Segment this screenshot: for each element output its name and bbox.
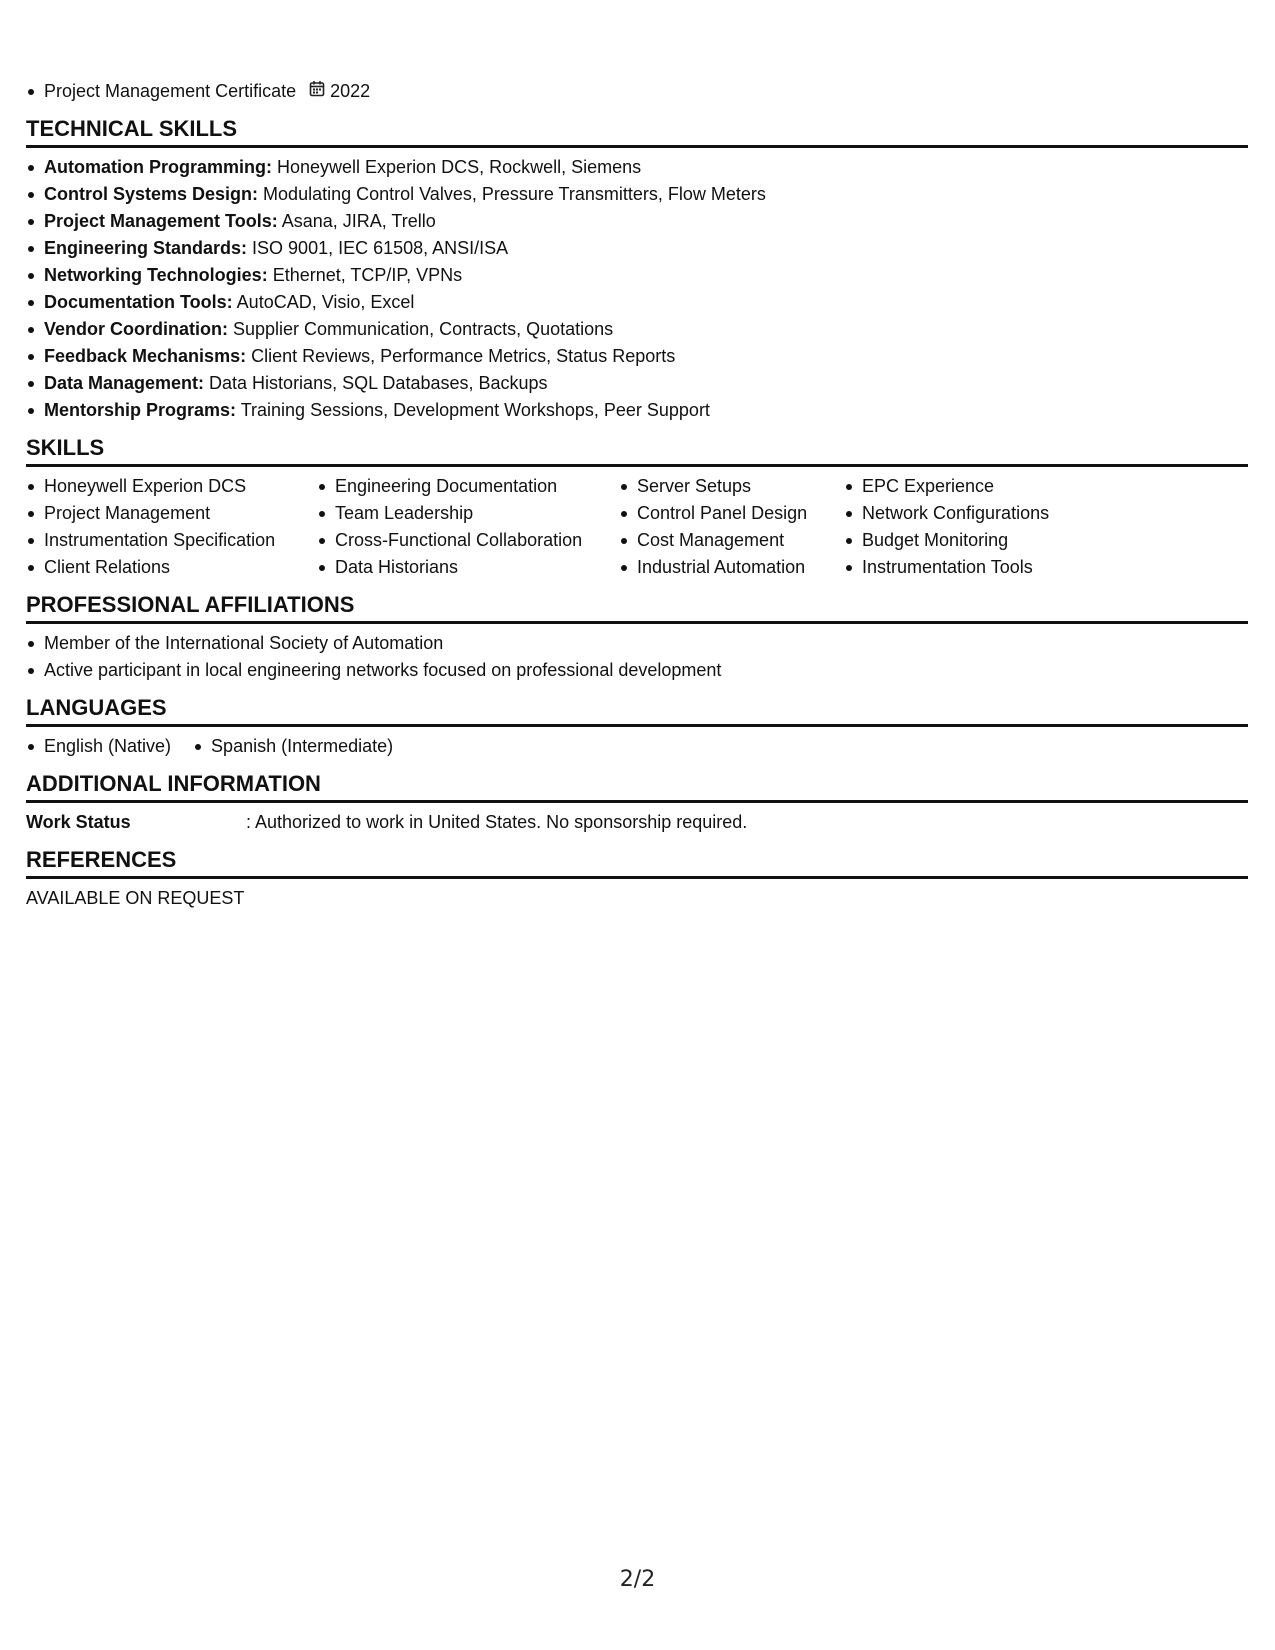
list-item: Network Configurations	[844, 500, 1104, 527]
languages-list	[26, 733, 1248, 760]
list-item: Project Management	[26, 500, 317, 527]
list-item	[26, 397, 1248, 424]
list-item: Budget Monitoring	[844, 527, 1104, 554]
page-number: 2/2	[619, 1567, 656, 1592]
skill-category: Automation Programming:	[44, 157, 272, 177]
technical-skills-list	[26, 154, 1248, 424]
technical-skills-section	[26, 115, 1248, 424]
skills-column	[317, 473, 619, 581]
skill-values: Supplier Communication, Contracts, Quotations	[228, 319, 614, 339]
list-item: English (Native)	[26, 733, 171, 760]
affiliations-section	[26, 591, 1248, 684]
info-value: : Authorized to work in United States. No sponsorship required.	[246, 812, 748, 832]
skills-column	[619, 473, 844, 581]
skill-category: Engineering Standards:	[44, 238, 248, 258]
list-item: Engineering Documentation	[317, 473, 619, 500]
list-item: EPC Experience	[844, 473, 1104, 500]
skill-category: Data Management:	[44, 373, 205, 393]
list-item	[26, 289, 1248, 316]
list-item: Team Leadership	[317, 500, 619, 527]
list-item	[26, 262, 1248, 289]
list-item: Honeywell Experion DCS	[26, 473, 317, 500]
skill-values: AutoCAD, Visio, Excel	[232, 292, 415, 312]
skill-values: Ethernet, TCP/IP, VPNs	[267, 265, 463, 285]
list-item: Industrial Automation	[619, 554, 844, 581]
skill-values: Asana, JIRA, Trello	[277, 211, 436, 231]
languages-section	[26, 694, 1248, 760]
list-item: Control Panel Design	[619, 500, 844, 527]
list-item: Spanish (Intermediate)	[193, 733, 393, 760]
resume-page	[26, 78, 1248, 912]
skill-values: Data Historians, SQL Databases, Backups	[204, 373, 548, 393]
skill-category: Control Systems Design:	[44, 184, 259, 204]
section-title: SKILLS	[26, 434, 1248, 467]
skill-values: Modulating Control Valves, Pressure Transmitters, Flow Meters	[258, 184, 766, 204]
list-item	[26, 316, 1248, 343]
list-item: Member of the International Society of Automation	[26, 630, 1248, 657]
skill-values: Training Sessions, Development Workshops, Peer Support	[236, 400, 710, 420]
skills-grid	[26, 467, 1248, 581]
skills-column	[26, 473, 317, 581]
list-item: Server Setups	[619, 473, 844, 500]
calendar-icon	[309, 78, 325, 105]
section-title: REFERENCES	[26, 846, 1248, 879]
list-item: Instrumentation Tools	[844, 554, 1104, 581]
skill-category: Networking Technologies:	[44, 265, 268, 285]
section-title: PROFESSIONAL AFFILIATIONS	[26, 591, 1248, 624]
info-row	[26, 809, 1248, 836]
skill-category: Mentorship Programs:	[44, 400, 237, 420]
skill-values: ISO 9001, IEC 61508, ANSI/ISA	[247, 238, 509, 258]
list-item	[26, 235, 1248, 262]
references-text: AVAILABLE ON REQUEST	[26, 888, 245, 908]
section-title: TECHNICAL SKILLS	[26, 115, 1248, 148]
list-item	[26, 208, 1248, 235]
list-item	[26, 78, 1248, 105]
list-item: Active participant in local engineering networks focused on professional development	[26, 657, 1248, 684]
skills-section	[26, 434, 1248, 581]
list-item	[26, 370, 1248, 397]
skill-values: Honeywell Experion DCS, Rockwell, Siemens	[272, 157, 642, 177]
list-item: Client Relations	[26, 554, 317, 581]
skill-category: Project Management Tools:	[44, 211, 278, 231]
info-label: Work Status	[26, 812, 131, 832]
skill-values: Client Reviews, Performance Metrics, Status Reports	[246, 346, 676, 366]
skill-category: Documentation Tools:	[44, 292, 233, 312]
affiliations-list	[26, 630, 1248, 684]
list-item	[26, 154, 1248, 181]
skills-column	[844, 473, 1104, 581]
list-item	[26, 181, 1248, 208]
skill-category: Vendor Coordination:	[44, 319, 228, 339]
section-title: ADDITIONAL INFORMATION	[26, 770, 1248, 803]
list-item	[26, 343, 1248, 370]
certification-year: 2022	[330, 81, 371, 101]
list-item: Cross-Functional Collaboration	[317, 527, 619, 554]
list-item: Cost Management	[619, 527, 844, 554]
references-section	[26, 846, 1248, 912]
section-title: LANGUAGES	[26, 694, 1248, 727]
certification-list	[26, 78, 1248, 105]
list-item: Data Historians	[317, 554, 619, 581]
certification-name: Project Management Certificate	[44, 81, 297, 101]
skill-category: Feedback Mechanisms:	[44, 346, 247, 366]
list-item: Instrumentation Specification	[26, 527, 317, 554]
additional-information-section	[26, 770, 1248, 836]
